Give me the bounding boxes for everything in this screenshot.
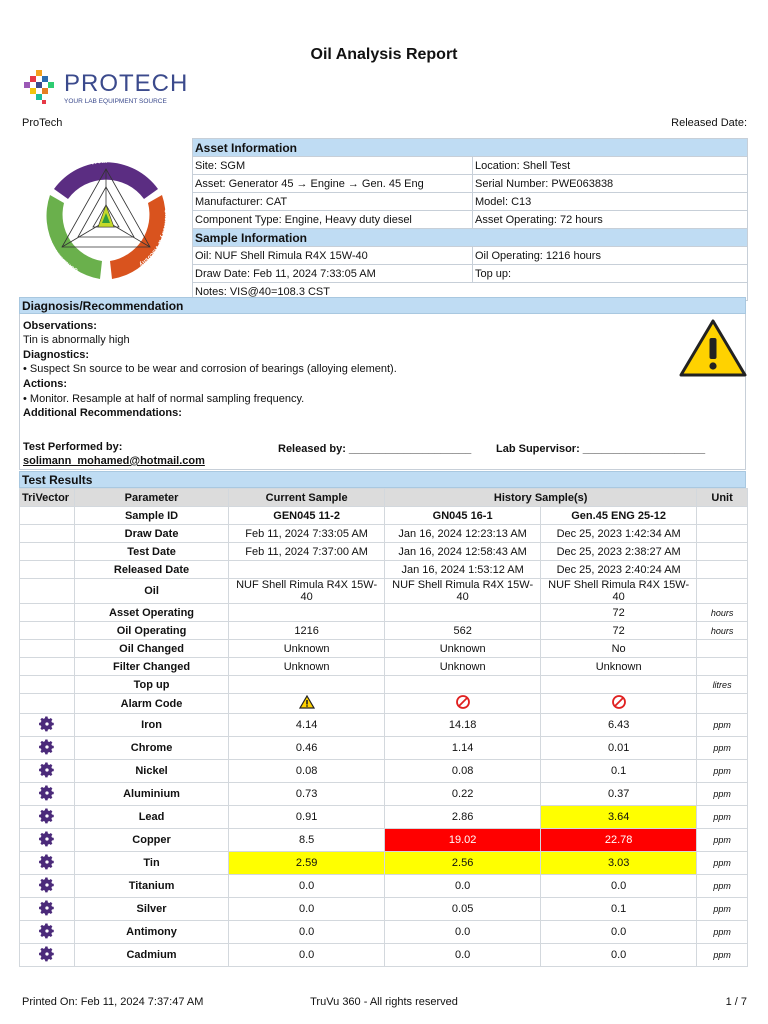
unit-cell — [697, 525, 748, 543]
page-number: 1 / 7 — [725, 996, 747, 1008]
unit-cell — [697, 658, 748, 676]
alarm-cell — [385, 694, 541, 714]
observations-text: Tin is abnormally high — [23, 334, 130, 346]
trivector-cell — [20, 604, 75, 622]
chemistry-label: Chemistry & Viscosity — [137, 208, 169, 268]
parameter-cell: Oil Changed — [74, 640, 228, 658]
trivector-cell — [20, 921, 75, 944]
history2-value: 0.01 — [541, 737, 697, 760]
trivector-cell — [20, 875, 75, 898]
history1-value: 19.02 — [385, 829, 541, 852]
history2-value: Gen.45 ENG 25-12 — [541, 507, 697, 525]
unit-cell: hours — [697, 604, 748, 622]
history2-value: 0.0 — [541, 921, 697, 944]
parameter-cell: Released Date — [74, 561, 228, 579]
history1-value: 2.86 — [385, 806, 541, 829]
current-value: Unknown — [229, 658, 385, 676]
history2-value: 22.78 — [541, 829, 697, 852]
test-performed-by-label: Test Performed by: — [23, 441, 123, 453]
current-value: 0.0 — [229, 898, 385, 921]
unit-cell: ppm — [697, 760, 748, 783]
oil-operating: Oil Operating: 1216 hours — [473, 247, 748, 265]
asset-info-header: Asset Information — [193, 139, 748, 157]
parameter-cell: Lead — [74, 806, 228, 829]
unit-cell: ppm — [697, 806, 748, 829]
trivector-cell — [20, 676, 75, 694]
printed-on: Printed On: Feb 11, 2024 7:37:47 AM — [22, 996, 204, 1008]
current-value: Feb 11, 2024 7:33:05 AM — [229, 525, 385, 543]
parameter-cell: Iron — [74, 714, 228, 737]
col-trivector: TriVector — [20, 489, 75, 507]
diagnosis-header: Diagnosis/Recommendation — [19, 297, 746, 314]
gear-icon — [38, 899, 56, 917]
history2-value: 6.43 — [541, 714, 697, 737]
table-row — [20, 921, 748, 944]
current-value: 2.59 — [229, 852, 385, 875]
unit-cell — [697, 507, 748, 525]
history2-value: Unknown — [541, 658, 697, 676]
asset-operating: Asset Operating: 72 hours — [473, 211, 748, 229]
history1-value: Jan 16, 2024 12:23:13 AM — [385, 525, 541, 543]
sample-info-header: Sample Information — [193, 229, 748, 247]
parameter-cell: Tin — [74, 852, 228, 875]
current-value: 0.0 — [229, 944, 385, 967]
history1-value: 0.0 — [385, 921, 541, 944]
alarm-cell — [541, 694, 697, 714]
oil: Oil: NUF Shell Rimula R4X 15W-40 — [193, 247, 473, 265]
wear-label: Wear — [90, 157, 109, 167]
parameter-cell: Sample ID — [74, 507, 228, 525]
history1-value: 0.08 — [385, 760, 541, 783]
parameter-cell: Top up — [74, 676, 228, 694]
logo-tagline: YOUR LAB EQUIPMENT SOURCE — [64, 98, 167, 105]
parameter-cell: Nickel — [74, 760, 228, 783]
logo-brand-text: PROTECH — [64, 70, 189, 97]
gear-icon — [38, 922, 56, 940]
test-results-header: Test Results — [19, 471, 746, 488]
parameter-cell: Silver — [74, 898, 228, 921]
location: Location: Shell Test — [473, 157, 748, 175]
current-value: NUF Shell Rimula R4X 15W-40 — [229, 579, 385, 604]
col-unit: Unit — [697, 489, 748, 507]
trivector-cell — [20, 622, 75, 640]
trivector-cell — [20, 806, 75, 829]
current-value: Feb 11, 2024 7:37:00 AM — [229, 543, 385, 561]
unit-cell: ppm — [697, 829, 748, 852]
current-value — [229, 676, 385, 694]
current-value: Unknown — [229, 640, 385, 658]
gear-icon — [38, 853, 56, 871]
current-value: 1216 — [229, 622, 385, 640]
asset-sample-info-table — [192, 138, 748, 301]
unit-cell: hours — [697, 622, 748, 640]
additional-recommendations-label: Additional Recommendations: — [23, 407, 182, 419]
history1-value: Unknown — [385, 658, 541, 676]
observations-label: Observations: — [23, 320, 97, 332]
parameter-cell: Test Date — [74, 543, 228, 561]
asset: Asset: Generator 45 → Engine → Gen. 45 Eng — [193, 175, 473, 193]
performed-by-email[interactable]: solimann_mohamed@hotmail.com — [23, 455, 205, 467]
trivector-cell — [20, 640, 75, 658]
history2-value: 0.37 — [541, 783, 697, 806]
table-row — [20, 640, 748, 658]
history1-value — [385, 676, 541, 694]
history1-value: Jan 16, 2024 12:58:43 AM — [385, 543, 541, 561]
actions-label: Actions: — [23, 378, 67, 390]
component-type: Component Type: Engine, Heavy duty diesel — [193, 211, 473, 229]
alarm-blocked-icon — [611, 694, 627, 710]
parameter-cell: Cadmium — [74, 944, 228, 967]
parameter-cell: Oil Operating — [74, 622, 228, 640]
released-by: Released by: ____________________ — [278, 443, 472, 455]
col-current-sample: Current Sample — [229, 489, 385, 507]
unit-cell — [697, 640, 748, 658]
unit-cell: ppm — [697, 921, 748, 944]
history2-value: NUF Shell Rimula R4X 15W-40 — [541, 579, 697, 604]
unit-cell: ppm — [697, 714, 748, 737]
history1-value — [385, 604, 541, 622]
alarm-code-label: Alarm Code — [74, 694, 228, 714]
diagnostics-text: • Suspect Sn source to be wear and corrosion of bearings (alloying element). — [23, 363, 397, 375]
history2-value: 3.64 — [541, 806, 697, 829]
parameter-cell: Oil — [74, 579, 228, 604]
warning-icon — [678, 318, 748, 378]
current-value — [229, 561, 385, 579]
trivector-cell — [20, 898, 75, 921]
trivector-cell — [20, 561, 75, 579]
table-row — [20, 829, 748, 852]
trivector-cell — [20, 714, 75, 737]
unit-cell: litres — [697, 676, 748, 694]
gear-icon — [38, 784, 56, 802]
test-results-table — [19, 488, 748, 967]
trivector-cell — [20, 783, 75, 806]
trivector-cell — [20, 760, 75, 783]
table-row — [20, 944, 748, 967]
gear-icon — [38, 807, 56, 825]
unit-cell: ppm — [697, 783, 748, 806]
history1-value: 14.18 — [385, 714, 541, 737]
trivector-cell — [20, 694, 75, 714]
unit-cell: ppm — [697, 944, 748, 967]
history1-value: Jan 16, 2024 1:53:12 AM — [385, 561, 541, 579]
serial-number: Serial Number: PWE063838 — [473, 175, 748, 193]
history1-value: 0.0 — [385, 944, 541, 967]
trivector-cell — [20, 579, 75, 604]
alarm-blocked-icon — [455, 694, 471, 710]
unit-cell — [697, 579, 748, 604]
unit-cell: ppm — [697, 898, 748, 921]
parameter-cell: Titanium — [74, 875, 228, 898]
draw-date: Draw Date: Feb 11, 2024 7:33:05 AM — [193, 265, 473, 283]
manufacturer: Manufacturer: CAT — [193, 193, 473, 211]
released-date-label: Released Date: — [671, 117, 747, 129]
trivector-cell — [20, 852, 75, 875]
history2-value: 72 — [541, 604, 697, 622]
history2-value: 0.1 — [541, 760, 697, 783]
col-history-samples: History Sample(s) — [385, 489, 697, 507]
history2-value: 72 — [541, 622, 697, 640]
unit-cell: ppm — [697, 852, 748, 875]
gear-icon — [38, 830, 56, 848]
contamination-label: Contamination — [46, 238, 80, 273]
table-row — [20, 676, 748, 694]
logo-mark-icon — [22, 68, 62, 108]
table-row — [20, 806, 748, 829]
table-row — [20, 604, 748, 622]
trivector-cell — [20, 944, 75, 967]
unit-cell — [697, 561, 748, 579]
history2-value: Dec 25, 2023 2:38:27 AM — [541, 543, 697, 561]
history1-value: GN045 16-1 — [385, 507, 541, 525]
history2-value: Dec 25, 2023 1:42:34 AM — [541, 525, 697, 543]
diagnostics-label: Diagnostics: — [23, 349, 90, 361]
trivector-cell — [20, 543, 75, 561]
parameter-cell: Chrome — [74, 737, 228, 760]
table-row — [20, 622, 748, 640]
history2-value: 0.0 — [541, 875, 697, 898]
parameter-cell: Asset Operating — [74, 604, 228, 622]
table-row — [20, 658, 748, 676]
unit-cell: ppm — [697, 875, 748, 898]
unit-cell — [697, 543, 748, 561]
trivector-cell — [20, 829, 75, 852]
alarm-warning-icon — [299, 695, 315, 709]
unit-cell: ppm — [697, 737, 748, 760]
table-row — [20, 875, 748, 898]
history1-value: 562 — [385, 622, 541, 640]
history1-value: 0.0 — [385, 875, 541, 898]
history2-value — [541, 676, 697, 694]
history2-value: 0.0 — [541, 944, 697, 967]
alarm-row — [20, 694, 748, 714]
history1-value: NUF Shell Rimula R4X 15W-40 — [385, 579, 541, 604]
parameter-cell: Aluminium — [74, 783, 228, 806]
model: Model: C13 — [473, 193, 748, 211]
history2-value: 3.03 — [541, 852, 697, 875]
table-row — [20, 579, 748, 604]
lab-supervisor: Lab Supervisor: ____________________ — [496, 443, 706, 455]
history2-value: 0.1 — [541, 898, 697, 921]
table-row — [20, 507, 748, 525]
history1-value: 2.56 — [385, 852, 541, 875]
protech-logo — [22, 68, 189, 112]
gear-icon — [38, 945, 56, 963]
history1-value: 0.05 — [385, 898, 541, 921]
footer-copyright: TruVu 360 - All rights reserved — [310, 996, 458, 1008]
current-value: 8.5 — [229, 829, 385, 852]
notes: Notes: VIS@40=108.3 CST — [193, 283, 748, 301]
company-name: ProTech — [22, 117, 63, 129]
parameter-cell: Draw Date — [74, 525, 228, 543]
gear-icon — [38, 876, 56, 894]
table-row — [20, 898, 748, 921]
table-row — [20, 543, 748, 561]
table-row — [20, 714, 748, 737]
parameter-cell: Copper — [74, 829, 228, 852]
gear-icon — [38, 715, 56, 733]
current-value: 0.0 — [229, 875, 385, 898]
current-value: 0.46 — [229, 737, 385, 760]
table-row — [20, 561, 748, 579]
trivector-wheel — [32, 143, 180, 285]
history1-value: 0.22 — [385, 783, 541, 806]
current-value: 0.08 — [229, 760, 385, 783]
history1-value: Unknown — [385, 640, 541, 658]
gear-icon — [38, 738, 56, 756]
trivector-cell — [20, 658, 75, 676]
current-value: 4.14 — [229, 714, 385, 737]
trivector-cell — [20, 737, 75, 760]
site: Site: SGM — [193, 157, 473, 175]
trivector-cell — [20, 507, 75, 525]
table-row — [20, 760, 748, 783]
table-row — [20, 783, 748, 806]
current-value: 0.91 — [229, 806, 385, 829]
history1-value: 1.14 — [385, 737, 541, 760]
history2-value: No — [541, 640, 697, 658]
actions-text: • Monitor. Resample at half of normal sampling frequency. — [23, 393, 305, 405]
table-row — [20, 737, 748, 760]
current-value — [229, 604, 385, 622]
table-row — [20, 852, 748, 875]
top-up: Top up: — [473, 265, 748, 283]
gear-icon — [38, 761, 56, 779]
current-value: 0.73 — [229, 783, 385, 806]
unit-cell — [697, 694, 748, 714]
current-value: GEN045 11-2 — [229, 507, 385, 525]
history2-value: Dec 25, 2023 2:40:24 AM — [541, 561, 697, 579]
col-parameter: Parameter — [74, 489, 228, 507]
report-title: Oil Analysis Report — [310, 46, 458, 63]
parameter-cell: Filter Changed — [74, 658, 228, 676]
trivector-cell — [20, 525, 75, 543]
alarm-cell — [229, 694, 385, 714]
table-row — [20, 525, 748, 543]
current-value: 0.0 — [229, 921, 385, 944]
parameter-cell: Antimony — [74, 921, 228, 944]
